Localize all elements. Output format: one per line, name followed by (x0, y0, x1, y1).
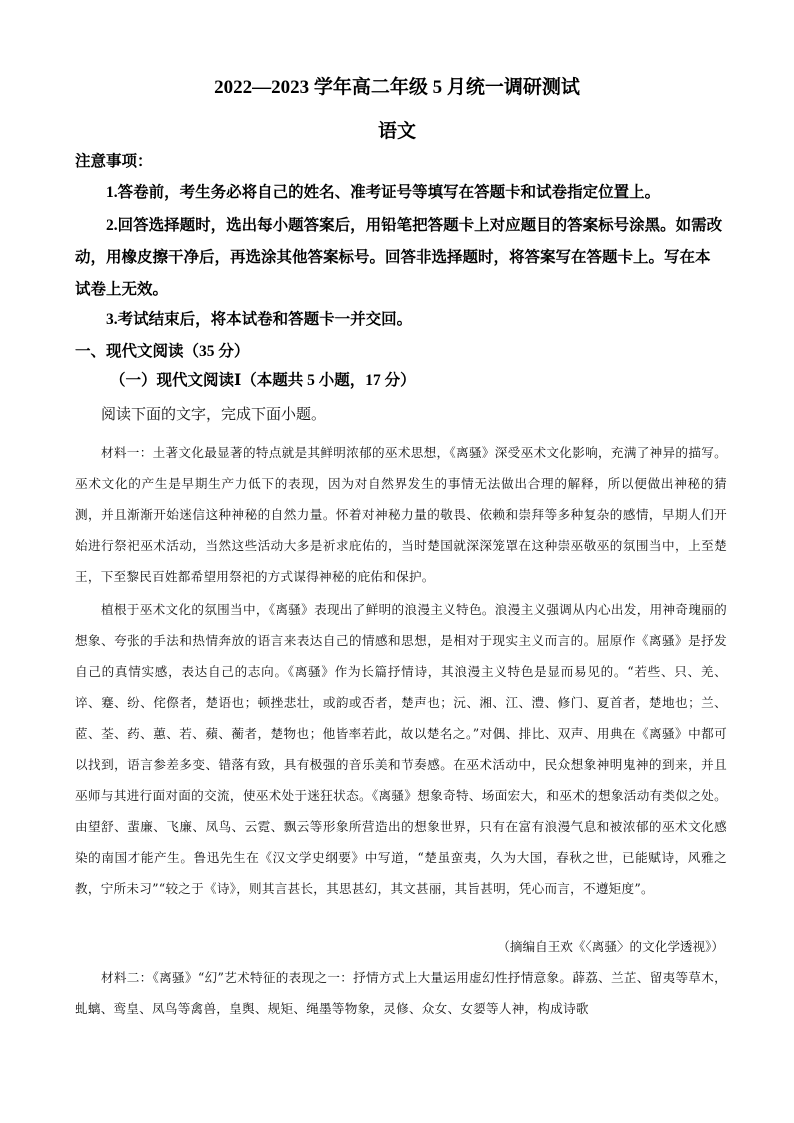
note-item: 1.答卷前，考生务必将自己的姓名、准考证号等填写在答题卡和试卷指定位置上。 (106, 184, 661, 201)
note-item: 3.考试结束后，将本试卷和答题卡一并交回。 (106, 311, 413, 328)
subsection-heading: （一）现代文阅读Ⅰ（本题共 5 小题，17 分） (110, 372, 416, 389)
exam-title: 2022—2023 学年高二年级 5 月统一调研测试 (214, 77, 580, 98)
notes-heading: 注意事项： (75, 153, 153, 170)
note-item: 2.回答选择题时，选出每小题答案后，用铅笔把答题卡上对应题目的答案标号涂黑。如需改动，用橡皮擦干净后，再选涂其他答案标号。回答非选择题时，将答案写在答题卡上。写在本试卷上无效。 (75, 217, 723, 298)
reading-instruction: 阅读下面的文字，完成下面小题。 (101, 405, 327, 423)
subject-title: 语文 (377, 121, 416, 142)
material-one-paragraph: 材料一：土著文化最显著的特点就是其鲜明浓郁的巫术思想，《离骚》深受巫术文化影响，充满了神异的描写。巫术文化的产生是早期生产力低下的表现，因为对自然界发生的事情无法做出合理的解释，所以便做出神秘的猜测，并且渐渐开始迷信这种神秘的自然力量。怀着对神秘力量的敬畏、依赖和崇拜等多种复杂的感情，早期人们开始进行祭祀巫术活动，当然这些活动大多是祈求庇佑的，当时楚国就深深笼罩在这种崇巫敬巫的氛围当中，上至楚王，下至黎民百姓都希望用祭祀的方式谋得神秘的庇佑和保护。 (75, 445, 727, 584)
material-two-paragraph: 材料二：《离骚》“幻”艺术特征的表现之一：抒情方式上大量运用虚幻性抒情意象。薜荔、兰芷、留夷等草木，虬螭、鸾皇、凤鸟等禽兽，皇舆、规矩、绳墨等物象，灵修、众女、女媭等人神，构成诗歌 (75, 970, 727, 1016)
material-one-paragraph-2: 植根于巫术文化的氛围当中，《离骚》表现出了鲜明的浪漫主义特色。浪漫主义强调从内心出发，用神奇瑰丽的想象、夸张的手法和热情奔放的语言来表达自己的情感和思想，是相对于现实主义而言的。屈原作《离骚》是抒发自己的真情实感，表达自己的志向。《离骚》作为长篇抒情诗，其浪漫主义特色是显而易见的。“若些、只、羌、谇、蹇、纷、侘傺者，楚语也；顿挫悲壮，或韵或否者，楚声也；沅、湘、江、澧、修门、夏首者，楚地也；兰、茝、荃、药、蕙、若、蘋、蘅者，楚物也；他皆率若此，故以楚名之。”对偶、排比、双声、用典在《离骚》中都可以找到，语言参差多变、错落有致，具有极强的音乐美和节奏感。在巫术活动中，民众想象神明鬼神的到来，并且巫师与其进行面对面的交流，使巫术处于迷狂状态。《离骚》想象奇特、场面宏大，和巫术的想象活动有类似之处。由望舒、蜚廉、飞廉、凤鸟、云霓、飘云等形象所营造出的想象世界，只有在富有浪漫气息和被浓郁的巫术文化感染的南国才能产生。鲁迅先生在《汉文学史纲要》中写道，“楚虽蛮夷，久为大国，春秋之世，已能赋诗，风雅之教，宁所未习”“较之于《诗》，则其言甚长，其思甚幻，其文甚丽，其旨甚明，凭心而言，不遵矩度”。 (75, 602, 727, 896)
section-heading: 一、现代文阅读（35 分） (75, 343, 250, 360)
source-citation: （摘编自王欢《〈离骚〉的文化学透视》） (497, 939, 724, 954)
